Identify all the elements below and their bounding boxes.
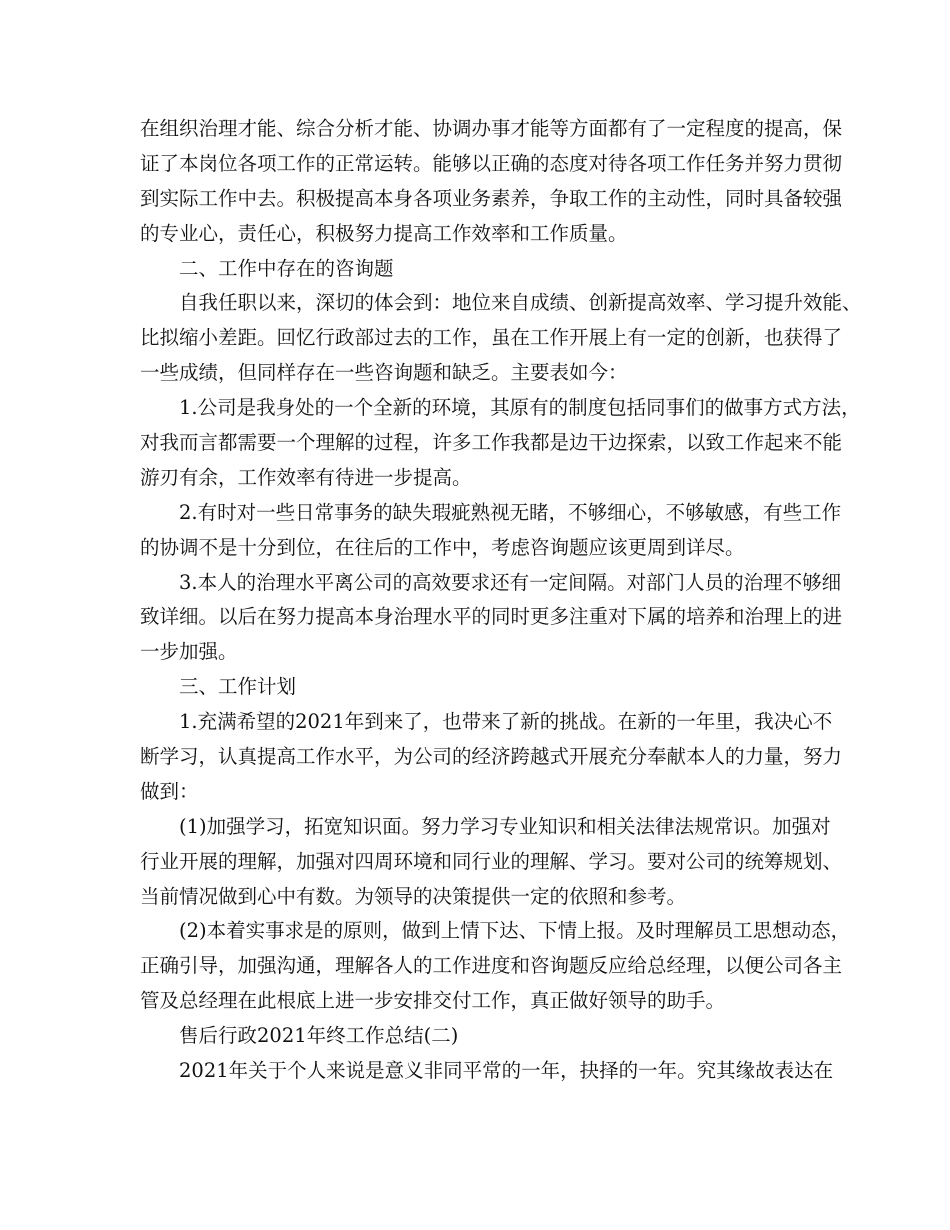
text-line: 对我而言都需要一个理解的过程，许多工作我都是边干边探索，以致工作起来不能: [140, 431, 843, 455]
text-line: 在组织治理才能、综合分析才能、协调办事才能等方面都有了一定程度的提高，保: [140, 117, 843, 140]
text-line: 自我任职以来，深切的体会到：地位来自成绩、创新提高效率、学习提升效能、: [179, 291, 862, 315]
list-item-line: 1.充满希望的2021年到来了，也带来了新的挑战。在新的一年里，我决心不: [179, 710, 833, 734]
text-line: 行业开展的理解，加强对四周环境和同行业的理解、学习。要对公司的统筹规划、: [140, 849, 843, 873]
section-heading: 二、工作中存在的咨询题: [179, 256, 394, 280]
document-subtitle: 售后行政2021年终工作总结(二): [179, 1024, 459, 1048]
text-line: 游刃有余，工作效率有待进一步提高。: [140, 465, 472, 489]
text-line: 管及总经理在此根底上进一步安排交付工作，真正做好领导的助手。: [140, 989, 726, 1013]
text-line: 做到：: [140, 779, 199, 803]
text-line: 致详细。以后在努力提高本身治理水平的同时更多注重对下属的培养和治理上的进: [140, 605, 843, 629]
text-line: 断学习，认真提高工作水平，为公司的经济跨越式开展充分奉献本人的力量，努力: [140, 745, 843, 769]
text-line: 证了本岗位各项工作的正常运转。能够以正确的态度对待各项工作任务并努力贯彻: [140, 151, 843, 175]
text-line: 的专业心，责任心，积极努力提高工作效率和工作质量。: [140, 221, 628, 245]
list-item-line: 1.公司是我身处的一个全新的环境，其原有的制度包括同事们的做事方式方法，: [179, 396, 861, 420]
list-item-line: (1)加强学习，拓宽知识面。努力学习专业知识和相关法律法规常识。加强对: [179, 814, 831, 838]
text-line: 正确引导，加强沟通，理解各人的工作进度和咨询题反应给总经理，以便公司各主: [140, 954, 843, 978]
text-line: 一步加强。: [140, 640, 238, 664]
list-item-line: 2.有时对一些日常事务的缺失瑕疵熟视无睹，不够细心，不够敏感，有些工作: [179, 500, 842, 524]
text-line: 一些成绩，但同样存在一些咨询题和缺乏。主要表如今：: [140, 361, 628, 385]
text-line: 2021年关于个人来说是意义非同平常的一年，抉择的一年。究其缘故表达在: [179, 1059, 834, 1083]
document-body: [140, 112, 862, 1089]
text-line: 的协调不是十分到位，在往后的工作中，考虑咨询题应该更周到详尽。: [140, 535, 745, 559]
list-item-line: (2)本着实事求是的原则，做到上情下达、下情上报。及时理解员工思想动态，: [179, 919, 851, 943]
text-line: 到实际工作中去。积极提高本身各项业务素养，争取工作的主动性，同时具备较强: [140, 186, 843, 210]
text-line: 当前情况做到心中有数。为领导的决策提供一定的依照和参考。: [140, 884, 687, 908]
section-heading: 三、工作计划: [179, 675, 297, 699]
text-line: 比拟缩小差距。回忆行政部过去的工作，虽在工作开展上有一定的创新，也获得了: [140, 326, 843, 350]
list-item-line: 3.本人的治理水平离公司的高效要求还有一定间隔。对部门人员的治理不够细: [179, 570, 842, 594]
